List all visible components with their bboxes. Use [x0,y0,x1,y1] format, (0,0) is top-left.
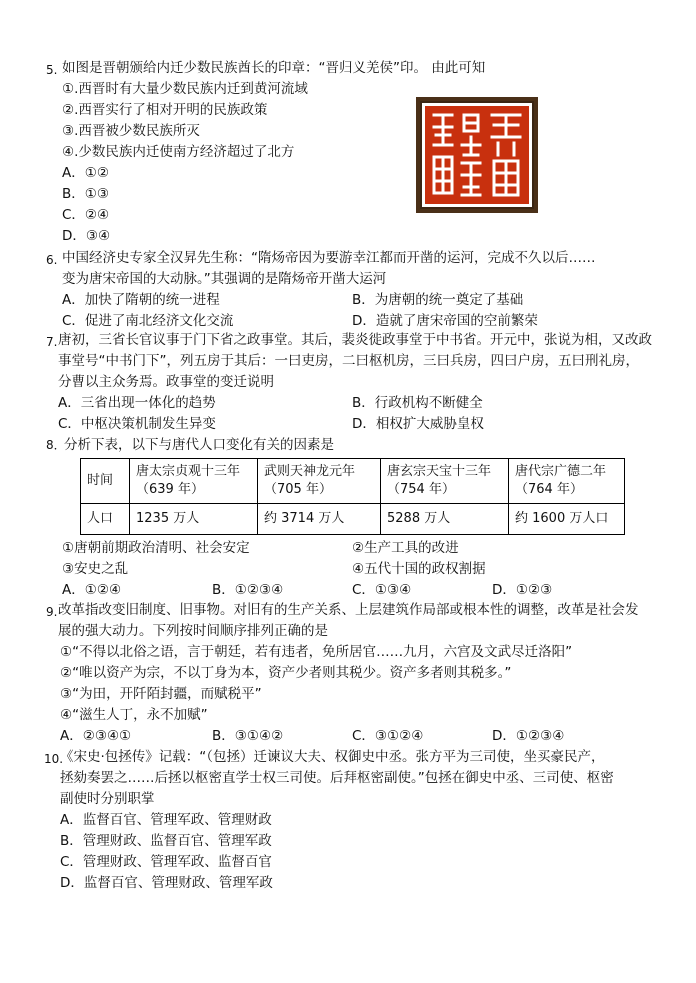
table-cell: 约 1600 万人口 [509,504,625,535]
table-cell: 5288 万人 [381,504,509,535]
question-stem: 分曹以主众务焉。政事堂的变迁说明 [58,374,274,390]
option-d[interactable]: D．监督百官、管理财政、管理军政 [60,875,273,891]
table-header-cell: 唐太宗贞观十三年（639 年） [130,459,258,504]
statement-item: ④五代十国的政权割据 [352,561,486,577]
question-number: 8． [46,438,66,452]
question-stem: 展的强大动力。下列按时间顺序排列正确的是 [58,623,328,639]
option-d[interactable]: D．造就了唐宋帝国的空前繁荣 [352,313,538,329]
question-stem: 副使时分别职掌 [60,791,155,807]
option-b[interactable]: B．行政机构不断健全 [352,395,483,411]
statement-item: ②生产工具的改进 [352,540,459,556]
option-a[interactable]: A．①②④ [62,582,122,598]
option-b[interactable]: B．①②③④ [212,582,284,598]
statement-item: ③.西晋被少数民族所灭 [62,123,200,139]
question-stem: 唐初，三省长官议事于门下省之政事堂。其后，裴炎徙政事堂于中书省。开元中，张说为相，又改政 [58,332,652,348]
question-stem: 《宋史·包拯传》记载：“（包拯）迁谏议大夫、权御史中丞。张方平为三司使，坐买豪民产， [60,749,605,765]
question-number: 7. [46,335,58,349]
statement-item: ①.西晋时有大量少数民族内迁到黄河流域 [62,81,308,97]
question-number: 6. [46,253,58,267]
option-a[interactable]: A．监督百官、管理军政、管理财政 [60,812,272,828]
option-a[interactable]: A．三省出现一体化的趋势 [58,395,216,411]
table-header-cell: 唐玄宗天宝十三年（754 年） [381,459,509,504]
question-number: 9. [46,605,58,619]
option-c[interactable]: C．管理财政、管理军政、监督百官 [60,854,272,870]
option-d[interactable]: D．相权扩大威胁皇权 [352,416,484,432]
table-row [81,504,625,535]
option-b[interactable]: B．为唐朝的统一奠定了基础 [352,292,524,308]
table-header-cell: 时间 [81,459,130,504]
statement-item: ①“不得以北俗之语，言于朝廷，若有违者，免所居官……九月，六宫及文武尽迁洛阳” [60,644,573,660]
question-stem: 改革指改变旧制度、旧事物。对旧有的生产关系、上层建筑作局部或根本性的调整，改革是社会发 [58,602,639,618]
option-a[interactable]: A．①② [62,165,109,181]
statement-item: ④.少数民族内迁使南方经济超过了北方 [62,144,295,160]
statement-item: ②.西晋实行了相对开明的民族政策 [62,102,268,118]
table-cell: 人口 [81,504,130,535]
question-number: 5. [46,63,58,77]
option-b[interactable]: B．①③ [62,186,109,202]
question-stem: 拯劾奏罢之……后拯以枢密直学士权三司使。后拜枢密副使。”包拯在御史中丞、三司使、枢密 [60,770,614,786]
option-c[interactable]: C．中枢决策机制发生异变 [58,416,216,432]
question-stem: 事堂号“中书门下”，列五房于其后：一曰吏房，二曰枢机房，三曰兵房，四曰户房，五曰刑礼房， [58,353,639,369]
statement-item: ①唐朝前期政治清明、社会安定 [62,540,250,556]
option-d[interactable]: D．③④ [62,228,111,244]
option-d[interactable]: D．①②③④ [492,728,565,744]
table-cell: 约 3714 万人 [258,504,381,535]
table-header-row [81,459,625,504]
option-d[interactable]: D．①②③ [492,582,553,598]
seal-image [416,97,538,213]
question-stem: 分析下表，以下与唐代人口变化有关的因素是 [64,437,334,453]
option-c[interactable]: C．①③④ [352,582,412,598]
option-b[interactable]: B．③①④② [212,728,284,744]
option-c[interactable]: C．②④ [62,207,110,223]
question-stem: 变为唐宋帝国的大动脉。”其强调的是隋炀帝开凿大运河 [62,271,387,287]
question-number: 10. [44,752,64,766]
statement-item: ③“为田，开阡陌封疆，而赋税平” [60,686,262,702]
option-a[interactable]: A．②③④① [60,728,132,744]
population-table [80,458,625,535]
table-header-cell: 唐代宗广德二年（764 年） [509,459,625,504]
question-stem: 中国经济史专家全汉昇先生称：“隋炀帝因为要游幸江都而开凿的运河，完成不久以后…… [62,250,596,266]
statement-item: ③安史之乱 [62,561,129,577]
question-stem: 如图是晋朝颁给内迁少数民族酋长的印章：“晋归义羌侯”印。 由此可知 [62,60,486,76]
table-cell: 1235 万人 [130,504,258,535]
statement-item: ④“滋生人丁，永不加赋” [60,707,208,723]
option-b[interactable]: B．管理财政、监督百官、管理军政 [60,833,272,849]
statement-item: ②“唯以资产为宗，不以丁身为本，资产少者则其税少。资产多者则其税多。” [60,665,512,681]
option-a[interactable]: A．加快了隋朝的统一进程 [62,292,220,308]
table-header-cell: 武则天神龙元年（705 年） [258,459,381,504]
option-c[interactable]: C．促进了南北经济文化交流 [62,313,234,329]
option-c[interactable]: C．③①②④ [352,728,424,744]
